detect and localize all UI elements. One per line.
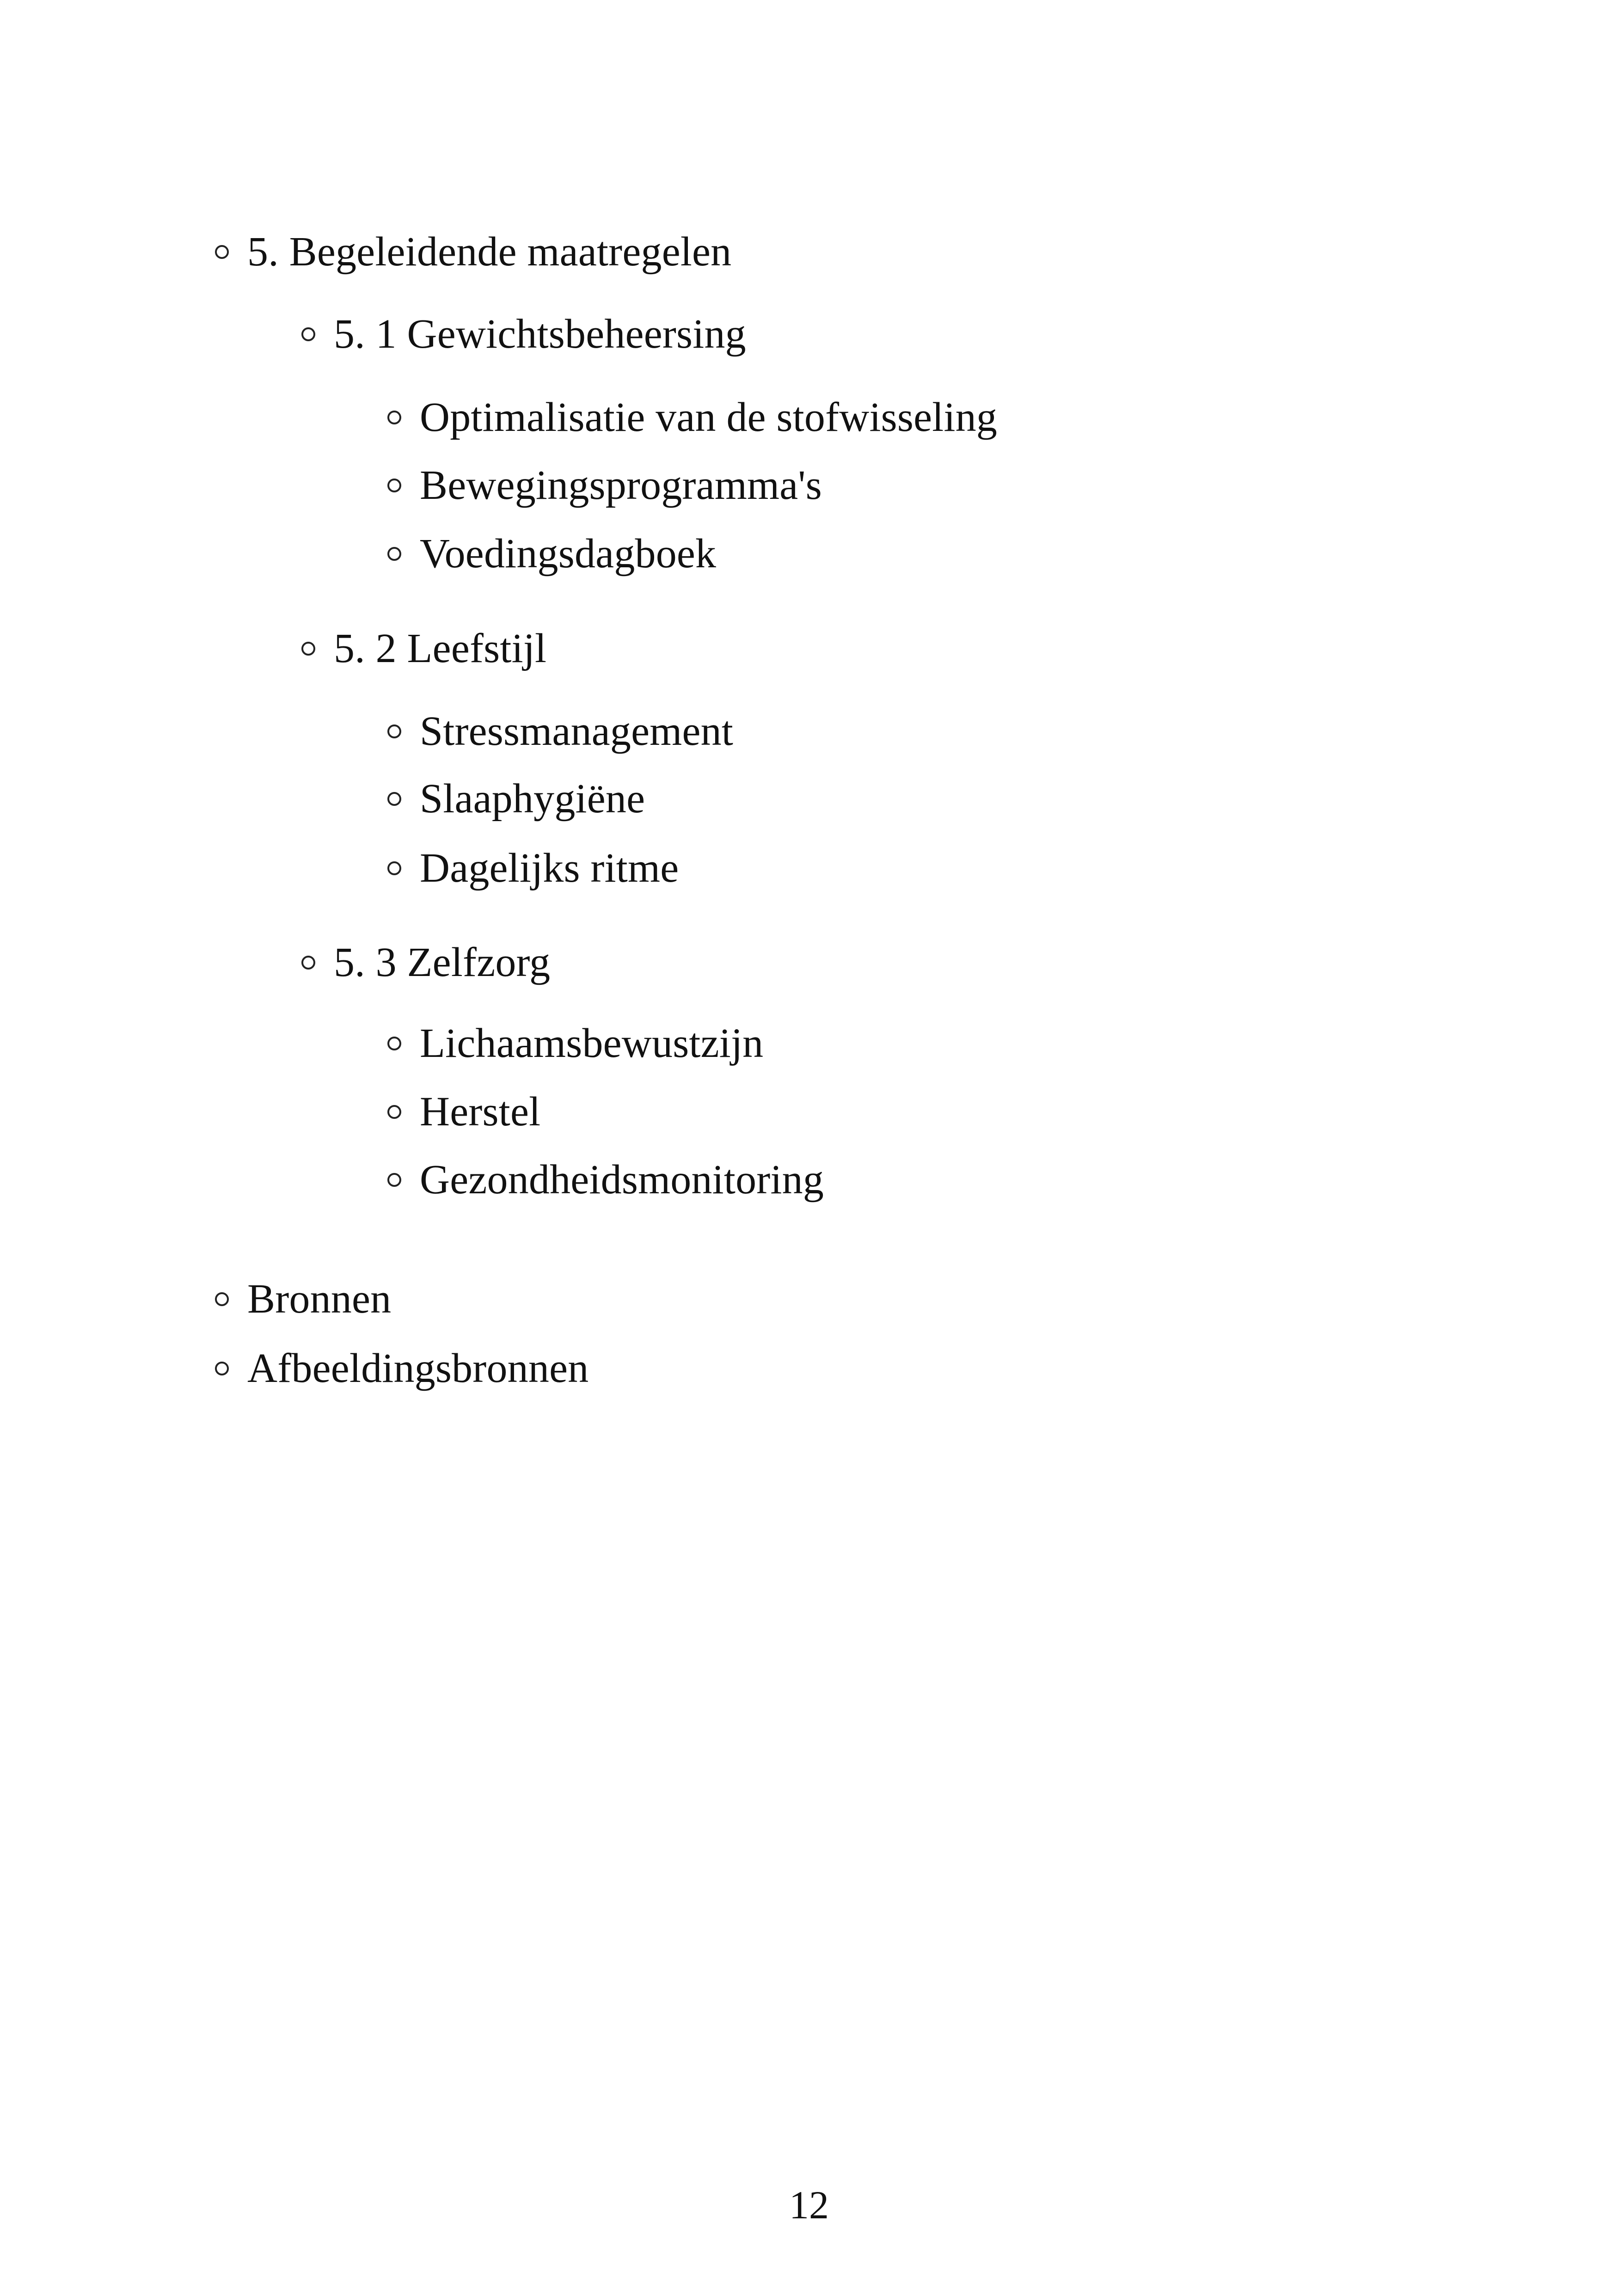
- hollow-bullet-icon: [301, 956, 315, 970]
- outline-item-label: Gezondheidsmonitoring: [420, 1157, 824, 1203]
- outline-item-afbeeldingsbronnen: [215, 1341, 588, 1396]
- hollow-bullet-icon: [387, 479, 401, 492]
- outline-item-herstel: [387, 1084, 540, 1140]
- outline-item-section-5-2: [301, 621, 546, 676]
- hollow-bullet-icon: [387, 1105, 401, 1119]
- outline-item-label: Slaaphygiëne: [420, 776, 645, 822]
- hollow-bullet-icon: [387, 792, 401, 806]
- outline-item-label: Bronnen: [247, 1276, 392, 1322]
- outline-item-label: 5. 3 Zelfzorg: [334, 939, 551, 985]
- outline-item-section-5-1: [301, 307, 746, 362]
- hollow-bullet-icon: [387, 1037, 401, 1050]
- outline-item-label: 5. 1 Gewichtsbeheersing: [334, 311, 746, 357]
- outline-item-label: Herstel: [420, 1089, 541, 1135]
- outline-item-stofwisseling: [387, 390, 997, 445]
- hollow-bullet-icon: [215, 245, 229, 259]
- outline-item-label: Lichaamsbewustzijn: [420, 1020, 764, 1066]
- outline-item-bronnen: [215, 1271, 391, 1327]
- outline-item-gezondheidsmonitoring: [387, 1152, 824, 1208]
- outline-item-dagelijks-ritme: [387, 841, 679, 896]
- outline-item-label: Voedingsdagboek: [420, 531, 717, 577]
- hollow-bullet-icon: [387, 547, 401, 561]
- outline-item-lichaamsbewustzijn: [387, 1016, 763, 1071]
- outline-item-voedingsdagboek: [387, 526, 716, 582]
- hollow-bullet-icon: [387, 861, 401, 875]
- hollow-bullet-icon: [387, 1173, 401, 1187]
- outline-item-bewegingsprogrammas: [387, 458, 822, 513]
- outline-item-slaaphygiene: [387, 771, 645, 827]
- outline-item-label: 5. 2 Leefstijl: [334, 626, 547, 671]
- outline-item-section-5: [215, 224, 731, 280]
- hollow-bullet-icon: [215, 1362, 229, 1375]
- hollow-bullet-icon: [301, 327, 315, 341]
- outline-item-label: Bewegingsprogramma's: [420, 462, 822, 508]
- outline-item-label: 5. Begeleidende maatregelen: [247, 229, 732, 275]
- page-number: 12: [789, 2183, 829, 2227]
- hollow-bullet-icon: [215, 1292, 229, 1306]
- hollow-bullet-icon: [387, 411, 401, 424]
- outline-item-label: Afbeeldingsbronnen: [247, 1345, 589, 1391]
- hollow-bullet-icon: [387, 724, 401, 738]
- hollow-bullet-icon: [301, 642, 315, 656]
- outline-item-label: Dagelijks ritme: [420, 845, 679, 891]
- outline-item-section-5-3: [301, 935, 550, 990]
- outline-item-stressmanagement: [387, 704, 733, 759]
- outline-item-label: Optimalisatie van de stofwisseling: [420, 394, 998, 440]
- outline-item-label: Stressmanagement: [420, 708, 734, 754]
